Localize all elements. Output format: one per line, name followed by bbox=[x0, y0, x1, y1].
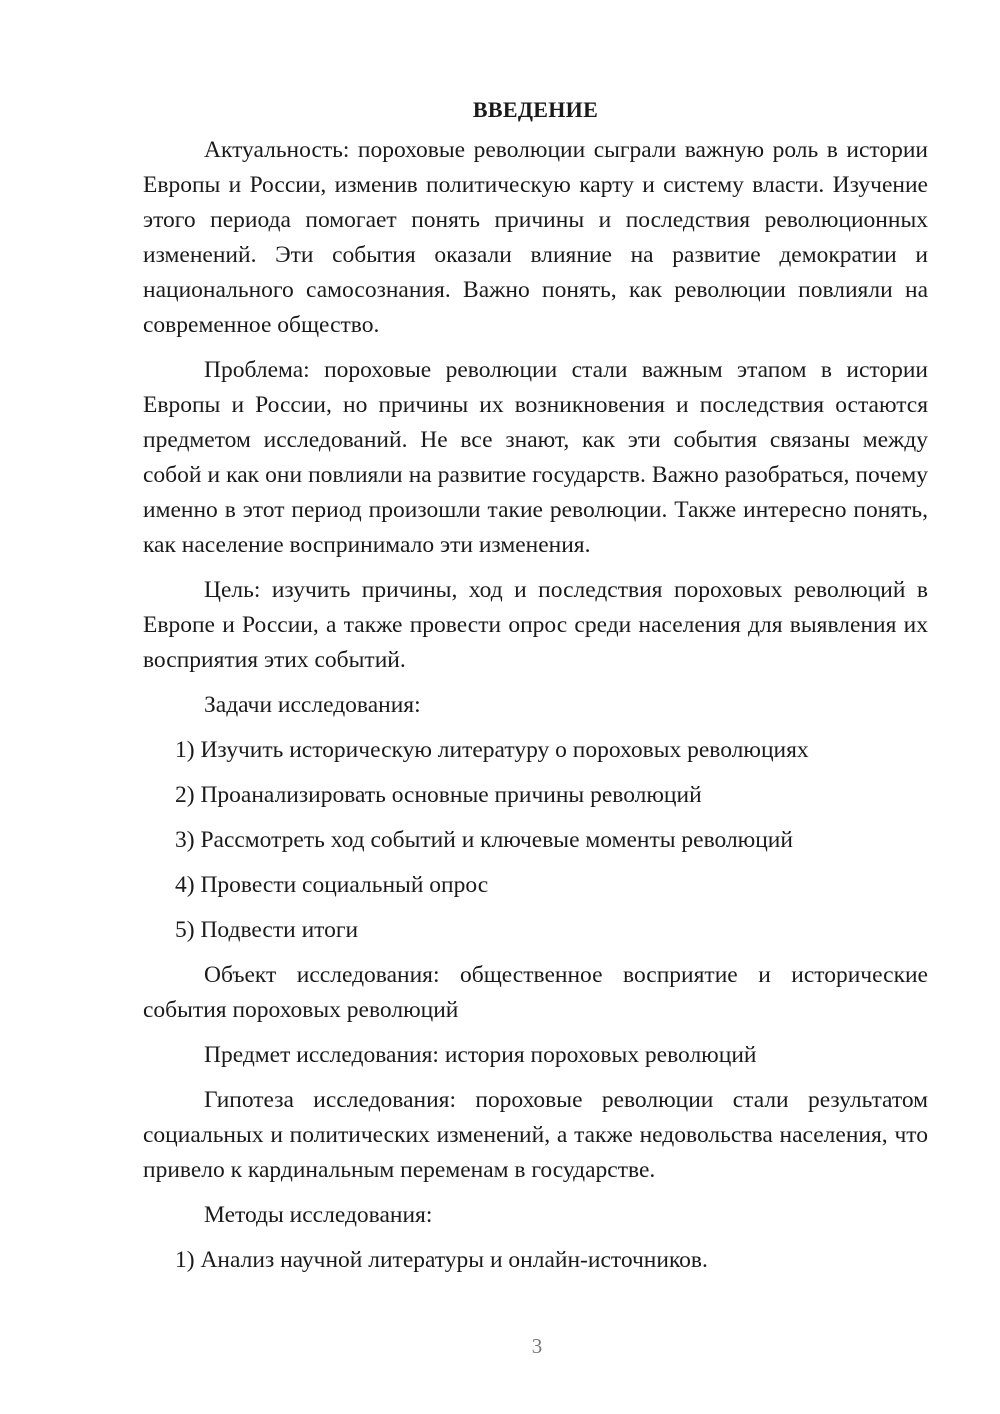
object-paragraph: Объект исследования: общественное восприятие и исторические события пороховых революций bbox=[143, 962, 928, 1023]
method-item-1: 1) Анализ научной литературы и онлайн-источников. bbox=[175, 1247, 708, 1273]
task-item-1: 1) Изучить историческую литературу о пороховых революциях bbox=[175, 737, 809, 763]
document-page bbox=[143, 93, 928, 1288]
hypothesis-paragraph: Гипотеза исследования: пороховые революции стали результатом социальных и политических изменений, а также недовольства населения, что привело к кардинальным переменам в государстве. bbox=[143, 1087, 928, 1183]
goal-paragraph: Цель: изучить причины, ход и последствия пороховых революций в Европе и России, а также провести опрос среди населения для выявления их восприятия этих событий. bbox=[143, 577, 928, 673]
task-item-2: 2) Проанализировать основные причины революций bbox=[175, 782, 702, 808]
problem-paragraph: Проблема: пороховые революции стали важным этапом в истории Европы и России, но причины их возникновения и последствия остаются предметом исследований. Не все знают, как эти события связаны между собой и как они повлияли на развитие государств. Важно разобраться, почему именно в этот период произошли такие революции. Также интересно понять, как население воспринимало эти изменения. bbox=[143, 357, 928, 558]
task-item-5: 5) Подвести итоги bbox=[175, 917, 359, 943]
relevance-paragraph: Актуальность: пороховые революции сыграли важную роль в истории Европы и России, изменив политическую карту и систему власти. Изучение этого периода помогает понять причины и последствия революционных изменений. Эти события оказали влияние на развитие демократии и национального самосознания. Важно понять, как революции повлияли на современное общество. bbox=[143, 137, 928, 338]
page-number: 3 bbox=[531, 1334, 543, 1358]
page-title: ВВЕДЕНИЕ bbox=[472, 97, 599, 122]
task-item-3: 3) Рассмотреть ход событий и ключевые моменты революций bbox=[175, 827, 793, 853]
methods-heading: Методы исследования: bbox=[204, 1202, 433, 1228]
tasks-heading: Задачи исследования: bbox=[204, 692, 421, 718]
subject-paragraph: Предмет исследования: история пороховых революций bbox=[204, 1042, 757, 1068]
task-item-4: 4) Провести социальный опрос bbox=[175, 872, 489, 898]
